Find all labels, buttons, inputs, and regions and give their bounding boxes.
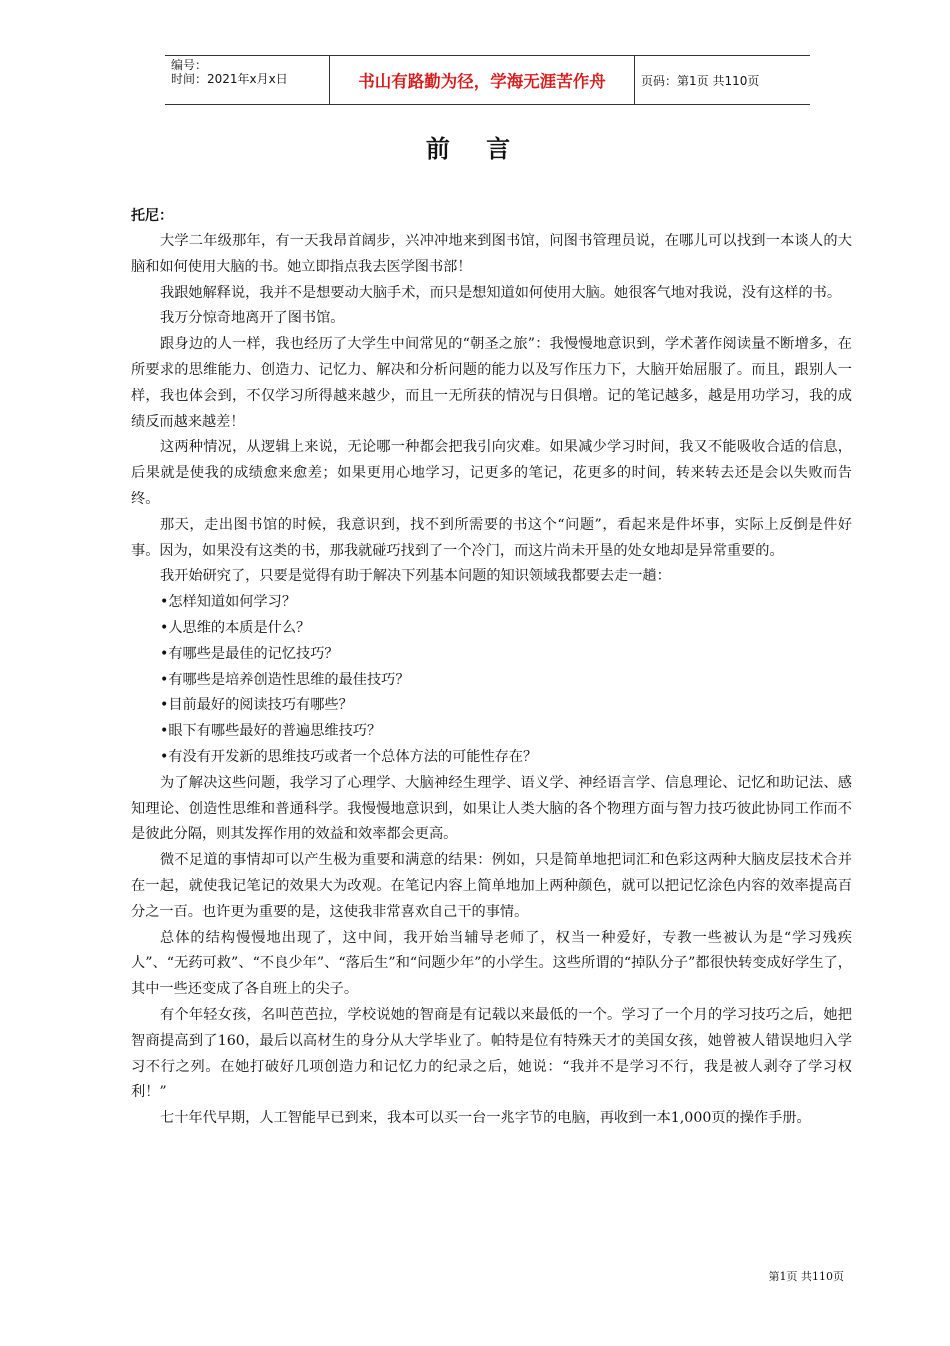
list-item: •有哪些是最佳的记忆技巧？ <box>160 645 339 662</box>
paragraph: 总体的结构慢慢地出现了，这中间，我开始当辅导老师了，权当一种爱好，专教一些被认为是“学习残疾人”、“无药可救”、“不良少年”、“落后生”和“问题少年”的小学生。这些所谓的“掉队分子”都很快转变成好学生了，其中一些还变成了各自班上的尖子。 <box>131 929 852 998</box>
list-item: •怎样知道如何学习？ <box>160 594 297 611</box>
paragraph: 我跟她解释说，我并不是想要动大脑手术，而只是想知道如何使用大脑。她很客气地对我说，没有这样的书。 <box>160 284 842 301</box>
paragraph: 有个年轻女孩，名叫芭芭拉，学校说她的智商是有记载以来最低的一个。学习了一个月的学习技巧之后，她把智商提高到了160，最后以高材生的身分从大学毕业了。帕特是位有特殊天才的美国女孩，她曾被人错误地归入学习不行之列。在她打破好几项创造力和记忆力的纪录之后，她说：“我并不是学习不行，我是被人剥夺了学习权利！” <box>131 1006 852 1101</box>
header-number-label: 编号： <box>171 58 208 72</box>
paragraph: 为了解决这些问题，我学习了心理学、大脑神经生理学、语义学、神经语言学、信息理论、记忆和助记法、感知理论、创造性思维和普通科学。我慢慢地意识到，如果让人类大脑的各个物理方面与智力技巧彼此协同工作而不是彼此分隔，则其发挥作用的效益和效率都会更高。 <box>131 774 852 843</box>
list-item: •人思维的本质是什么？ <box>160 619 311 636</box>
header-meta-cell <box>165 56 329 104</box>
list-item: •眼下有哪些最好的普遍思维技巧？ <box>160 723 382 740</box>
header-motto: 书山有路勤为径，学海无涯苦作舟 <box>329 56 635 104</box>
header-time-label: 时间：2021年x月x日 <box>171 72 288 86</box>
list-item: •有没有开发新的思维技巧或者一个总体方法的可能性存在？ <box>160 748 538 765</box>
list-item: •有哪些是培养创造性思维的最佳技巧？ <box>160 671 410 688</box>
question-list <box>131 590 852 771</box>
list-item: •目前最好的阅读技巧有哪些？ <box>160 697 353 714</box>
paragraph: 那天，走出图书馆的时候，我意识到，找不到所需要的书这个“问题”，看起来是件坏事，实际上反倒是件好事。因为，如果没有这类的书，那我就碰巧找到了一个冷门，而这片尚未开垦的处女地却是异常重要的。 <box>131 516 852 559</box>
paragraph: 跟身边的人一样，我也经历了大学生中间常见的“朝圣之旅”：我慢慢地意识到，学术著作阅读量不断增多，在所要求的思维能力、创造力、记忆力、解决和分析问题的能力以及写作压力下，大脑开始屈服了。而且，跟别人一样，我也体会到，不仅学习所得越来越少，而且一无所获的情况与日俱增。记的笔记越多，越是用功学习，我的成绩反而越来越差！ <box>131 336 852 430</box>
document-body <box>131 204 852 1132</box>
paragraph: 七十年代早期，人工智能早已到来，我本可以买一台一兆字节的电脑，再收到一本1,000页的操作手册。 <box>160 1110 811 1127</box>
salutation: 托尼： <box>131 208 173 224</box>
paragraph: 我开始研究了，只要是觉得有助于解决下列基本问题的知识领域我都要去走一趟： <box>160 568 671 585</box>
header-table <box>165 55 810 105</box>
paragraph: 我万分惊奇地离开了图书馆。 <box>160 310 345 327</box>
header-page-label: 页码：第1页 共110页 <box>641 73 760 88</box>
paragraph: 微不足道的事情却可以产生极为重要和满意的结果：例如，只是简单地把词汇和色彩这两种大脑皮层技术合并在一起，就使我记笔记的效果大为改观。在笔记内容上简单地加上两种颜色，就可以把记忆涂色内容的效率提高百分之一百。也许更为重要的是，这使我非常喜欢自己干的事情。 <box>131 852 852 920</box>
page-footer: 第1页 共110页 <box>768 1270 844 1283</box>
paragraph: 这两种情况，从逻辑上来说，无论哪一种都会把我引向灾难。如果减少学习时间，我又不能吸收合适的信息，后果就是使我的成绩愈来愈差；如果更用心地学习，记更多的笔记，花更多的时间，转来转去还是会以失败而告终。 <box>131 439 852 507</box>
paragraph: 大学二年级那年，有一天我昂首阔步，兴冲冲地来到图书馆，问图书管理员说，在哪儿可以找到一本谈人的大脑和如何使用大脑的书。她立即指点我去医学图书部！ <box>131 233 852 275</box>
page-title: 前 言 <box>425 134 525 163</box>
